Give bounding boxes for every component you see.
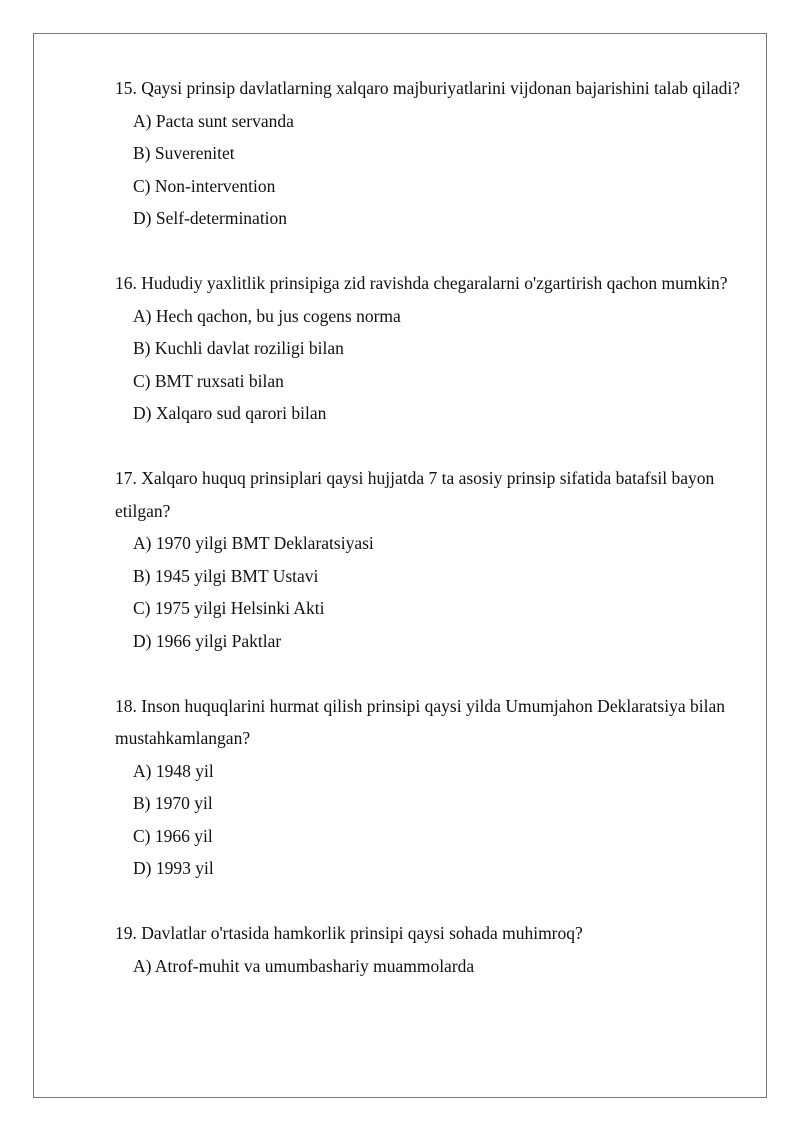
question-18-option-b: B) 1970 yil	[133, 793, 213, 813]
question-15-option-a: A) Pacta sunt servanda	[133, 110, 294, 131]
question-17-option-d: D) 1966 yilgi Paktlar	[133, 630, 282, 651]
question-18	[115, 690, 745, 885]
question-17-option-a: A) 1970 yilgi BMT Deklaratsiyasi	[133, 533, 374, 553]
question-16-text: 16. Hududiy yaxlitlik prinsipiga zid ravishda chegaralarni o'zgartirish qachon mumkin?	[115, 273, 728, 293]
question-15-option-d: D) Self-determination	[133, 208, 288, 228]
question-18-option-c: C) 1966 yil	[133, 825, 213, 846]
question-15	[115, 72, 745, 235]
question-17	[115, 462, 745, 657]
question-16-option-a: A) Hech qachon, bu jus cogens norma	[133, 305, 401, 326]
question-17-text: 17. Xalqaro huquq prinsiplari qaysi hujjatda 7 ta asosiy prinsip sifatida batafsil bayon etilgan?	[115, 468, 715, 521]
question-15-option-c: C) Non-intervention	[133, 175, 276, 196]
question-17-option-c: C) 1975 yilgi Helsinki Akti	[133, 598, 325, 618]
question-19-option-a: A) Atrof-muhit va umumbashariy muammolarda	[133, 955, 475, 976]
question-19	[115, 917, 745, 982]
question-18-option-d: D) 1993 yil	[133, 858, 214, 878]
question-16-option-b: B) Kuchli davlat roziligi bilan	[133, 338, 344, 358]
question-18-option-a: A) 1948 yil	[133, 760, 214, 781]
question-18-text: 18. Inson huquqlarini hurmat qilish prinsipi qaysi yilda Umumjahon Deklaratsiya bilan mustahkamlangan?	[115, 695, 725, 748]
question-16-option-d: D) Xalqaro sud qarori bilan	[133, 403, 327, 423]
question-15-text: 15. Qaysi prinsip davlatlarning xalqaro majburiyatlarini vijdonan bajarishini talab qiladi?	[115, 78, 740, 98]
question-15-option-b: B) Suverenitet	[133, 143, 235, 163]
question-list	[115, 72, 745, 982]
question-17-option-b: B) 1945 yilgi BMT Ustavi	[133, 565, 319, 586]
question-19-text: 19. Davlatlar o'rtasida hamkorlik prinsipi qaysi sohada muhimroq?	[115, 923, 583, 943]
question-16	[115, 267, 745, 430]
question-16-option-c: C) BMT ruxsati bilan	[133, 370, 284, 391]
